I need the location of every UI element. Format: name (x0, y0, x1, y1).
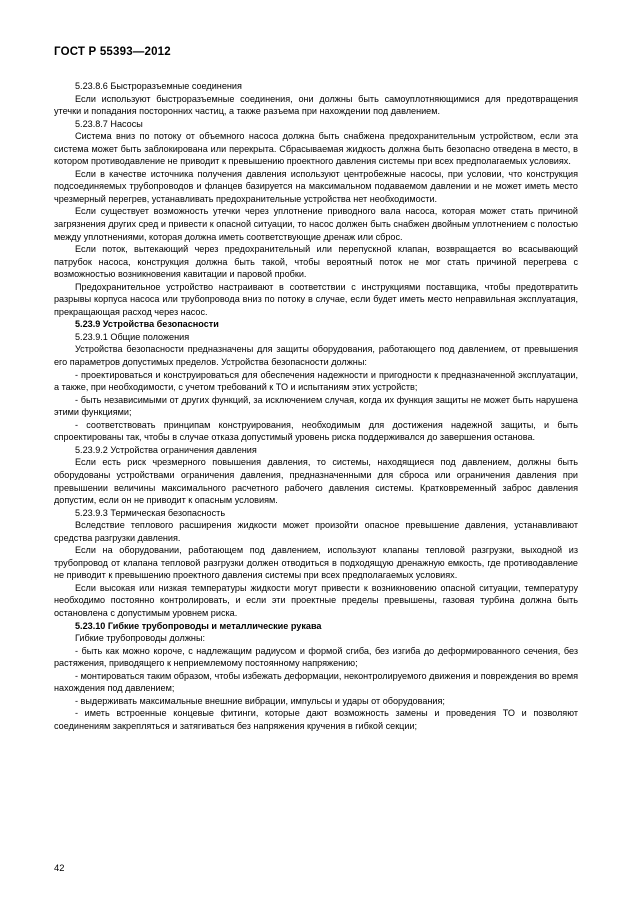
page-header: ГОСТ Р 55393—2012 (54, 46, 171, 58)
paragraph: 5.23.8.7 Насосы (75, 118, 143, 129)
paragraph: - проектироваться и конструироваться для обеспечения надежности и пригодности к предназначенной эксплуатации, а также, при необходимости, с учетом требований к ТО и испытаниям этих устройств; (54, 369, 578, 393)
paragraph: - быть как можно короче, с надлежащим радиусом и формой сгиба, без изгиба до деформированного сечения, без растяжения, приводящего к неприемлемому постоянному напряжению; (54, 645, 578, 669)
paragraph: 5.23.9.3 Термическая безопасность (75, 507, 226, 518)
document-body (54, 80, 578, 732)
paragraph: Если есть риск чрезмерного повышения давления, то системы, находящиеся под давлением, должны быть оборудованы устройствами ограничения давления, предназначенными для сброса или ограничения давления при превышении величины максимального расчетного рабочего давления системы. Кратковременный заброс давления допустим, если он не приводит к опасным условиям. (54, 457, 578, 506)
paragraph: Если высокая или низкая температуры жидкости могут привести к возникновению опасной ситуации, температуру необходимо постоянно контролировать, и если эти проектные пределы превышены, газовая турбина должна быть остановлена с допустимым уровнем риска. (54, 582, 578, 618)
paragraph: - иметь встроенные концевые фитинги, которые дают возможность замены и проведения ТО и позволяют соединениям закрепляться и затягиваться без напряжения кручения в гибкой секции; (54, 708, 578, 731)
page-number: 42 (54, 862, 65, 873)
paragraph: 5.23.10 Гибкие трубопроводы и металлические рукава (75, 620, 322, 631)
paragraph: Если используют быстроразъемные соединения, они должны быть самоуплотняющимися для предотвращения утечки и попадания посторонних частиц, а также разъема при нахождении под давлением. (54, 93, 578, 117)
paragraph: - монтироваться таким образом, чтобы избежать деформации, неконтролируемого движения и повреждения во время нахождения под давлением; (54, 670, 578, 694)
paragraph: 5.23.9 Устройства безопасности (75, 319, 219, 330)
paragraph: 5.23.9.2 Устройства ограничения давления (75, 444, 257, 455)
paragraph: Система вниз по потоку от объемного насоса должна быть снабжена предохранительным устройством, если эта система может быть заблокирована или перекрыта. Сбрасываемая жидкость должна быть безопасно отведена в место, в котором противодавление не приводит к превышению проектного давления системы при всех предполагаемых условиях. (54, 131, 578, 167)
paragraph: Устройства безопасности предназначены для защиты оборудования, работающего под давлением, от превышения его параметров допустимых пределов. Устройства безопасности должны: (54, 344, 578, 368)
paragraph: Вследствие теплового расширения жидкости может произойти опасное превышение давления, устанавливают средства разгрузки давления. (54, 520, 578, 543)
paragraph: Если существует возможность утечки через уплотнение приводного вала насоса, которая может стать причиной загрязнения других сред и привести к опасной ситуации, то насос должен быть снабжен двойным уплотнением с полостью между уплотнениями, которая должна иметь соответствующие дренаж или сброс. (54, 206, 578, 242)
paragraph: Если на оборудовании, работающем под давлением, используют клапаны тепловой разгрузки, выходной из трубопровод от клапана тепловой разгрузки должен отводиться в подходящую дренажную емкость, где противодавление не приводит к превышению проектного давления системы при всех предполагаемых условиях. (54, 545, 578, 581)
paragraph: - соответствовать принципам конструирования, необходимым для достижения надежной защиты, и быть спроектированы так, чтобы в случае отказа допустимый уровень риска поддерживался до завершения останова. (54, 419, 578, 443)
paragraph: - выдерживать максимальные внешние вибрации, импульсы и удары от оборудования; (75, 695, 445, 706)
paragraph: Гибкие трубопроводы должны: (75, 633, 206, 644)
paragraph: 5.23.8.6 Быстроразъемные соединения (75, 81, 242, 91)
paragraph: Если в качестве источника получения давления используют центробежные насосы, при условии, что конструкция подсоединяемых трубопроводов и фланцев базируется на максимальном подаваемом давлении и не может иметь место чрезмерный перегрев, устанавливать предохранительные устройства нет необходимости. (54, 168, 578, 204)
paragraph: Если поток, вытекающий через предохранительный или перепускной клапан, возвращается во всасывающий патрубок насоса, конструкция должна быть такой, чтобы вероятный поток не мог стать причиной перегрева с возможностью возникновения кавитации и паровой пробки. (54, 244, 578, 280)
paragraph: 5.23.9.1 Общие положения (75, 331, 190, 342)
paragraph: - быть независимыми от других функций, за исключением случая, когда их функция защиты не может быть нарушена этими функциями; (54, 394, 578, 418)
paragraph: Предохранительное устройство настраивают в соответствии с инструкциями поставщика, чтобы предотвратить разрывы корпуса насоса или трубопровода вниз по потоку в случае, если будет иметь место неправильная эксплуатация, прекращающая расход через насос. (54, 281, 578, 317)
